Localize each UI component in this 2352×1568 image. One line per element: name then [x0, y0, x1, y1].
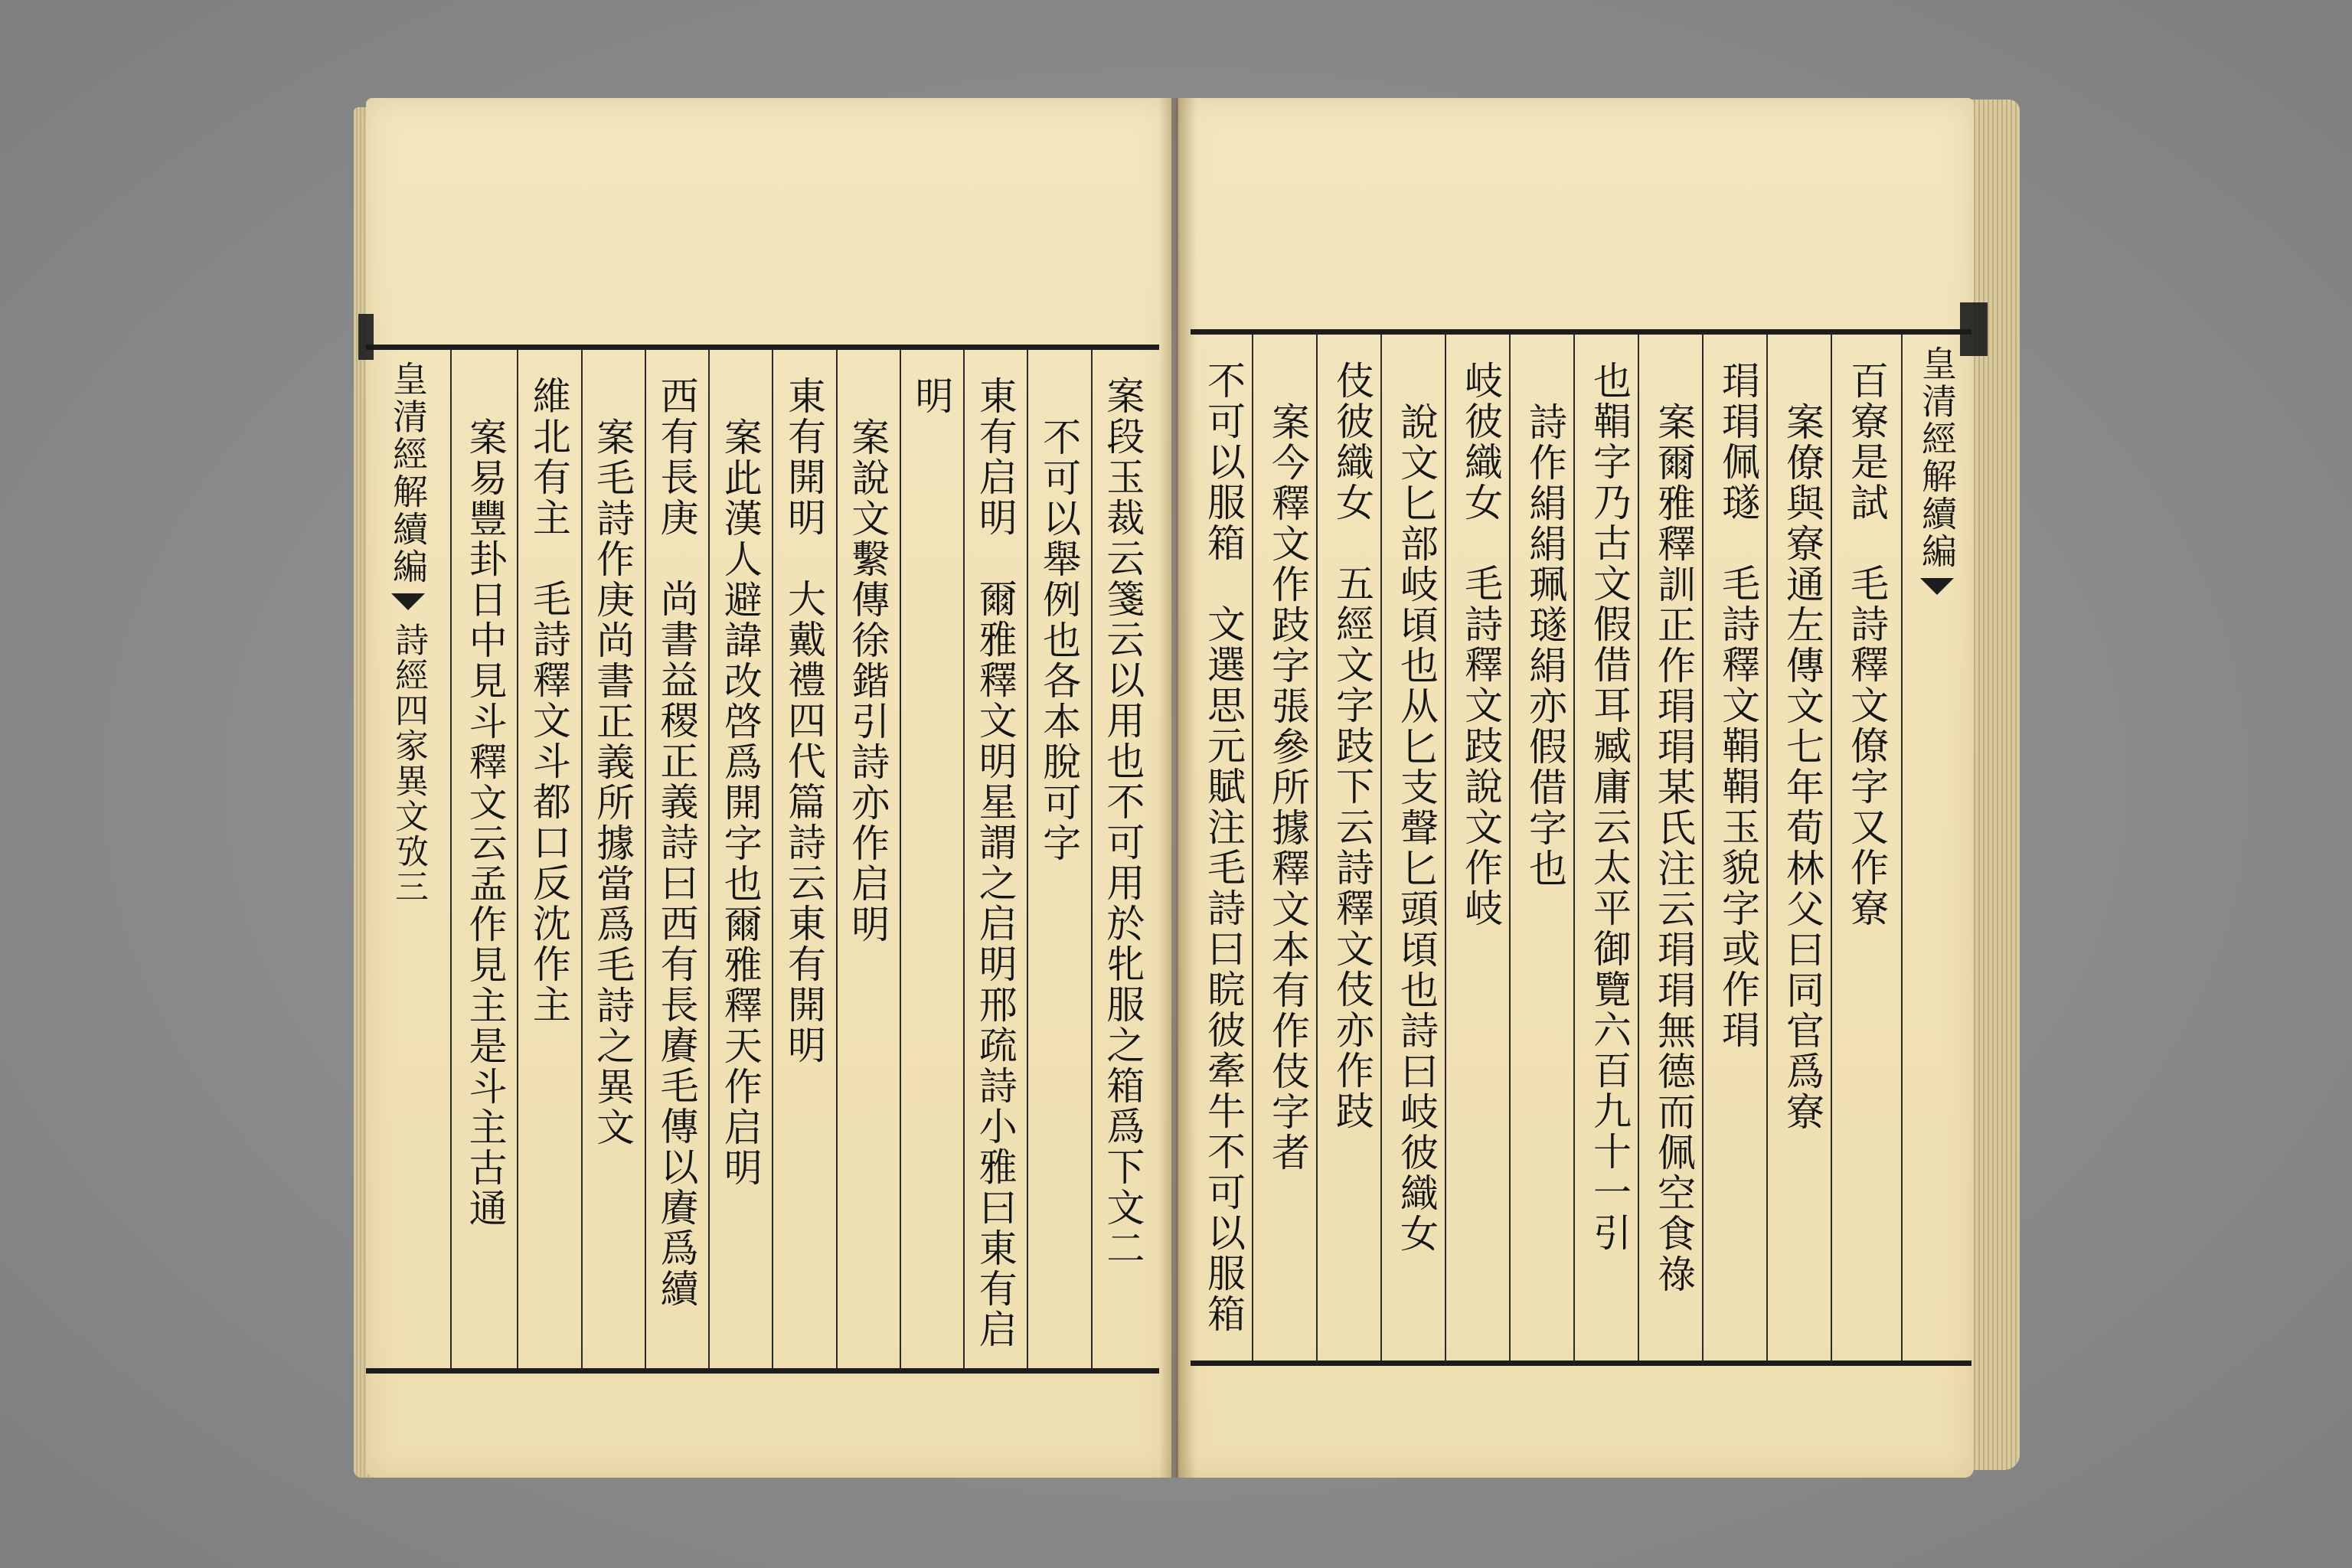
column-text: 岐彼織女 毛詩釋文跂說文作岐 [1459, 361, 1503, 929]
column-text: 東有启明 爾雅釋文明星謂之启明邢疏詩小雅曰東有启 [972, 376, 1018, 1350]
column-text: 案毛詩作庚尚書正義所據當爲毛詩之異文 [590, 417, 635, 1148]
column-rule [963, 350, 965, 1368]
right-spine-band [1903, 335, 1971, 1361]
right-column-5 [1576, 335, 1642, 1361]
right-page-text-block [1191, 329, 1971, 1366]
right-column-9 [1319, 335, 1385, 1361]
column-rule [517, 350, 518, 1368]
column-rule [1901, 335, 1903, 1361]
right-column-11 [1191, 335, 1256, 1361]
column-text: 琄琄佩璲 毛詩釋文鞙鞙玉貌字或作琄 [1716, 361, 1760, 1050]
left-column-3 [963, 350, 1027, 1368]
left-column-6 [772, 350, 835, 1368]
left-column-4 [900, 350, 963, 1368]
column-text: 案僚與寮通左傳文七年荀林父曰同官爲寮 [1780, 402, 1824, 1132]
left-column-7 [708, 350, 772, 1368]
column-text: 案此漢人避諱改啓爲開字也爾雅釋天作启明 [717, 417, 763, 1188]
fish-tail-mark [1920, 578, 1954, 595]
column-text: 案今釋文作跂字張參所據釋文本有作伎字者 [1266, 402, 1310, 1173]
left-spine-band [366, 350, 450, 1368]
right-column-6 [1512, 335, 1578, 1361]
column-text: 伎彼織女 五經文字跂下云詩釋文伎亦作跂 [1330, 361, 1374, 1132]
column-text: 案段玉裁云箋云以用也不可用於牝服之箱爲下文二 [1100, 376, 1145, 1269]
column-text: 維北有主 毛詩釋文斗都口反沈作主 [526, 376, 571, 1025]
column-rule [581, 350, 583, 1368]
column-text: 也鞙字乃古文假借耳臧庸云太平御覽六百九十一引 [1587, 361, 1632, 1253]
left-column-2 [1027, 350, 1090, 1368]
column-rule [772, 350, 773, 1368]
column-text: 西有長庚 尚書益稷正義詩曰西有長賡毛傳以賡爲續 [654, 376, 699, 1309]
right-column-10 [1255, 335, 1321, 1361]
column-text: 百寮是試 毛詩釋文僚字又作寮 [1844, 361, 1889, 929]
right-column-8 [1383, 335, 1449, 1361]
ink-smudge [1960, 302, 1988, 356]
right-column-1 [1834, 335, 1900, 1361]
left-page-text-block [366, 345, 1159, 1374]
right-column-2 [1769, 335, 1835, 1361]
column-text: 明 [909, 376, 954, 416]
column-rule [708, 350, 710, 1368]
column-text: 不可以服箱 文選思元賦注毛詩曰睆彼牽牛不可以服箱 [1201, 361, 1246, 1334]
column-rule [1027, 350, 1028, 1368]
fish-tail-mark [391, 593, 425, 610]
column-text: 不可以舉例也各本脫可字 [1037, 417, 1082, 864]
column-rule [645, 350, 646, 1368]
left-column-9 [581, 350, 645, 1368]
column-rule [1091, 350, 1093, 1368]
column-text: 案爾雅釋訓正作琄琄某氏注云琄琄無德而佩空食祿 [1651, 402, 1696, 1295]
right-column-3 [1705, 335, 1771, 1361]
column-text: 東有開明 大戴禮四代篇詩云東有開明 [781, 376, 826, 1066]
column-rule [450, 350, 452, 1368]
left-column-1 [1091, 350, 1155, 1368]
column-rule [836, 350, 838, 1368]
left-spine-subtitle: 詩經四家異文攷三 [389, 622, 428, 904]
bleed-through-text [642, 129, 685, 164]
left-column-5 [836, 350, 900, 1368]
right-column-7 [1448, 335, 1514, 1361]
column-text: 詩作絹絹珮璲絹亦假借字也 [1523, 402, 1567, 889]
left-column-10 [517, 350, 580, 1368]
column-rule [900, 350, 901, 1368]
column-text: 說文匕部岐頃也从匕支聲匕頭頃也詩曰岐彼織女 [1394, 402, 1439, 1254]
ink-smudge [358, 314, 374, 360]
left-column-11 [453, 350, 517, 1368]
right-column-4 [1641, 335, 1707, 1361]
column-text: 案說文繫傳徐鍇引詩亦作启明 [845, 417, 890, 945]
left-spine-title: 皇清經解續編 [387, 361, 429, 586]
right-spine-title: 皇清經解續編 [1916, 345, 1958, 570]
column-text: 案易豐卦日中見斗釋文云孟作見主是斗主古通 [462, 417, 508, 1229]
left-column-8 [645, 350, 708, 1368]
